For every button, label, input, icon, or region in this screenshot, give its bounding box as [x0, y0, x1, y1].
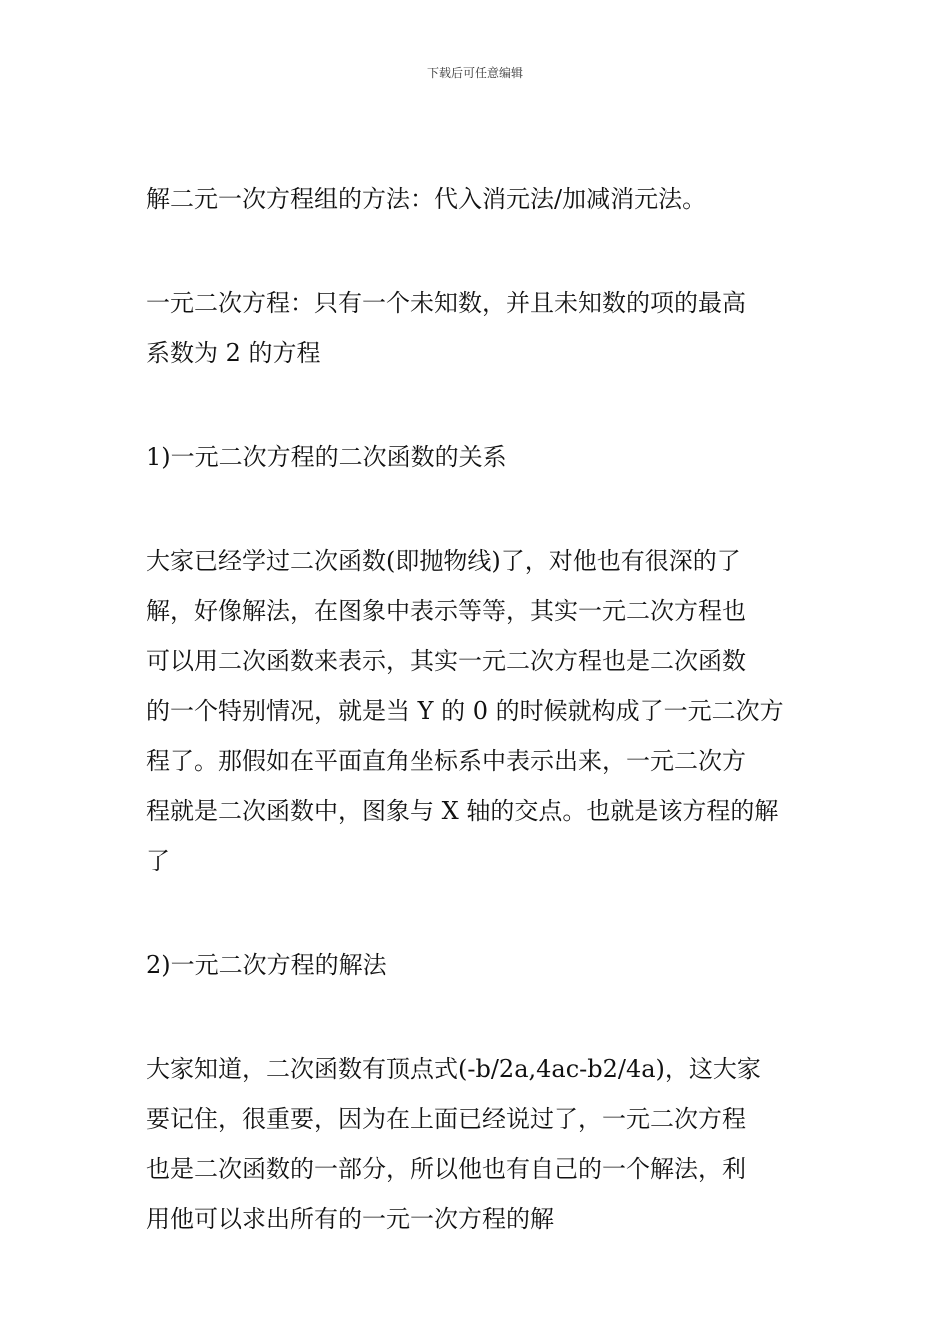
- line: 可以用二次函数来表示，其实一元二次方程也是二次函数: [146, 647, 746, 675]
- line: 程就是二次函数中，图象与 X 轴的交点。也就是该方程的解: [146, 797, 779, 825]
- line: 的一个特别情况，就是当 Y 的 0 的时候就构成了一元二次方: [146, 697, 784, 725]
- paragraph-relationship: [146, 536, 810, 886]
- paragraph-methods: [146, 174, 810, 224]
- line: 程了。那假如在平面直角坐标系中表示出来，一元二次方: [146, 747, 746, 775]
- section-heading-2: [146, 940, 810, 990]
- line: 1)一元二次方程的二次函数的关系: [146, 443, 507, 471]
- line: 也是二次函数的一部分，所以他也有自己的一个解法，利: [146, 1155, 746, 1183]
- paragraph-definition: [146, 278, 810, 378]
- line: 解二元一次方程组的方法：代入消元法/加减消元法。: [146, 185, 707, 213]
- line: 系数为 2 的方程: [146, 339, 321, 367]
- line: 一元二次方程：只有一个未知数，并且未知数的项的最高: [146, 289, 746, 317]
- line: 了: [146, 847, 170, 875]
- section-heading-1: [146, 432, 810, 482]
- line: 大家已经学过二次函数(即抛物线)了，对他也有很深的了: [146, 547, 741, 575]
- line: 大家知道，二次函数有顶点式(-b/2a,4ac-b2/4a)，这大家: [146, 1055, 761, 1083]
- line: 解，好像解法，在图象中表示等等，其实一元二次方程也: [146, 597, 746, 625]
- page-header: [0, 64, 950, 81]
- line: 2)一元二次方程的解法: [146, 951, 387, 979]
- paragraph-solution: [146, 1044, 810, 1244]
- document-body: [146, 174, 810, 1298]
- header-text: 下载后可任意编辑: [426, 66, 523, 80]
- line: 要记住，很重要，因为在上面已经说过了，一元二次方程: [146, 1105, 746, 1133]
- line: 用他可以求出所有的一元一次方程的解: [146, 1205, 554, 1233]
